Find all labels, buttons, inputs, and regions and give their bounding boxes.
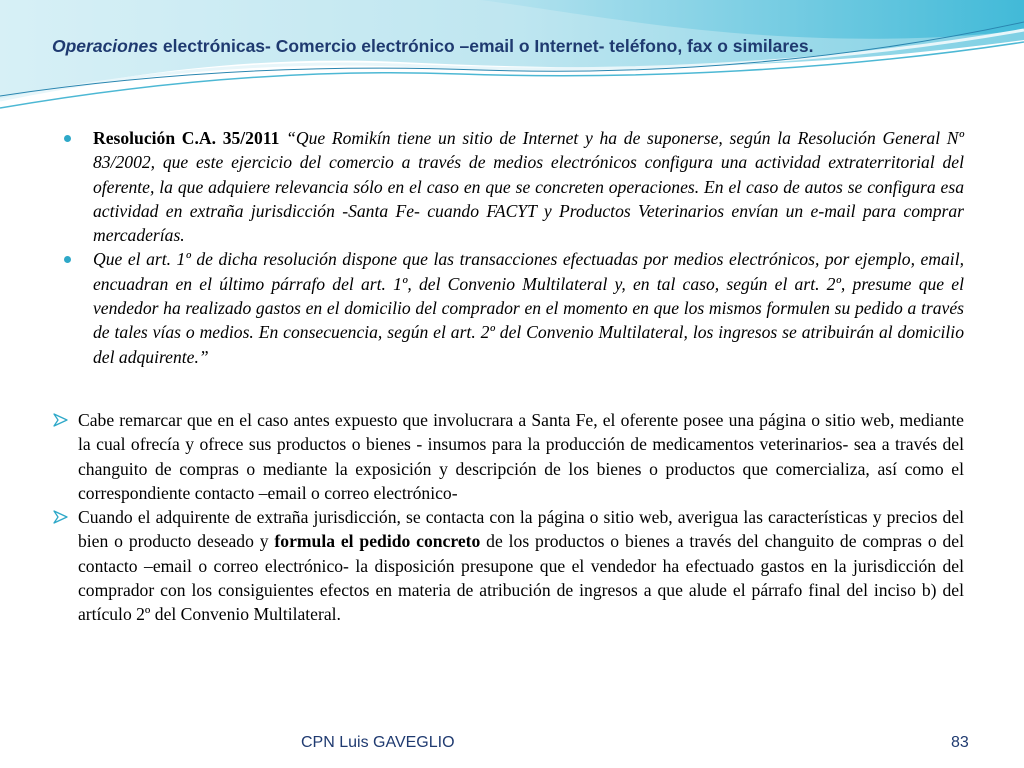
arrow-item-2-after: de los productos o bienes a través del changuito de compras o del contacto –email o correo electrónico- la disposición presupone que el vendedor ha efectuado gastos en la jurisdicción del comprador con los consiguientes efectos en materia de atribución de ingresos a que alude el párrafo final del inciso b) del artículo 2º del Convenio Multilateral. [78, 531, 964, 625]
arrow-bullet-icon [53, 413, 68, 427]
footer-author: CPN Luis GAVEGLIO [301, 734, 455, 751]
bullet-1-lead: Resolución C.A. 35/2011 [93, 128, 280, 148]
bullet-item-2 [60, 247, 964, 368]
spacer [60, 369, 964, 408]
bullet-dot-icon [64, 256, 71, 263]
arrow-item-2 [36, 505, 964, 626]
arrow-item-1-text: Cabe remarcar que en el caso antes expuesto que involucrara a Santa Fe, el oferente posee una página o sitio web, mediante la cual ofrecía y ofrece sus productos o bienes - insumos para la producción de medicamentos veterinarios- sea a través del changuito de compras o mediante la exposición y descripción de los bienes o productos que comercializa, así como el correspondiente contacto –email o correo electrónico- [78, 409, 964, 503]
arrow-item-1 [36, 408, 964, 505]
header-wave-decoration [0, 0, 1024, 120]
bullet-item-1 [60, 126, 964, 247]
arrow-item-2-before: Cuando el adquirente de extraña jurisdicción, se contacta con la página o sitio web, averigua las características y precios del bien o producto deseado y [78, 507, 964, 552]
footer-page-number: 83 [951, 734, 969, 751]
bullet-dot-icon [64, 135, 71, 142]
title-part1: Operaciones [52, 36, 159, 56]
slide-content [60, 126, 964, 627]
arrow-bullet-icon [53, 510, 68, 524]
title-part2: electrónicas- Comercio electrónico –email o Internet- teléfono, fax o similares. [158, 36, 814, 56]
slide-title [52, 36, 992, 57]
bullet-1-text: “Que Romikín tiene un sitio de Internet y ha de suponerse, según la Resolución General Nº 83/2002, que este ejercicio del comercio a través de medios electrónicos configura una actividad extraterritorial del oferente, la que adquiere relevancia sólo en el caso en que se concreten operaciones. En el caso de autos se configura esa actividad en extraña jurisdicción -Santa Fe- cuando FACYT y Productos Veterinarios envían un e-mail para comprar mercaderías. [93, 128, 964, 246]
arrow-item-2-bold: formula el pedido concreto [274, 531, 481, 552]
bullet-2-text: Que el art. 1º de dicha resolución dispone que las transacciones efectuadas por medios electrónicos, por ejemplo, email, encuadran en el último párrafo del art. 1º, del Convenio Multilateral y, en tal caso, según el art. 2º, presume que el vendedor ha realizado gastos en el domicilio del comprador en el momento en que los mismos formulen su pedido a través de tales vías o medios. En consecuencia, según el art. 2º del Convenio Multilateral, los ingresos se atribuirán al domicilio del adquirente.” [93, 249, 964, 367]
